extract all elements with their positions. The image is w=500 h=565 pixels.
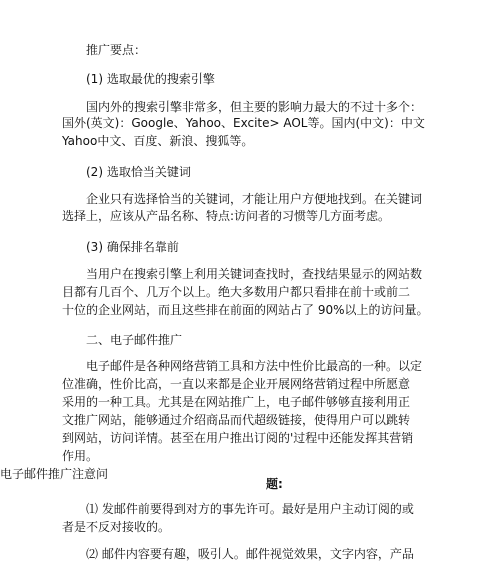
- notice-title-left: 电子邮件推广注意问: [0, 467, 109, 481]
- paragraph-line: Yahoo中文、百度、新浪、搜狐等。: [62, 134, 254, 148]
- paragraph-line: 电子邮件是各种网络营销工具和方法中性价比最高的一种。以定: [86, 359, 423, 373]
- notice-item: ⑴ 发邮件前要得到对方的事先许可。最好是用户主动订阅的或: [86, 502, 414, 516]
- paragraph-line: 目都有几百个、几万个以上。绝大多数用户都只看排在前十或前二: [62, 285, 411, 299]
- section-title: (3) 确保排名靠前: [86, 240, 179, 254]
- paragraph-line: 到网站，访问详情。甚至在用户推出订阅的'过程中还能发挥其营销: [62, 431, 414, 445]
- paragraph-line: 采用的一种工具。尤其是在网站推广上，电子邮件够够直接利用正: [62, 395, 411, 409]
- notice-item: 者是不反对接收的。: [62, 520, 171, 534]
- paragraph-line: 国外(英文)：Google、Yahoo、Excite> AOL等。国内(中文)：中文: [62, 116, 425, 130]
- document-heading: 推广要点：: [86, 43, 147, 57]
- paragraph-line: 十位的企业网站，而且这些排在前面的网站占了 90%以上的访问量。: [62, 303, 429, 317]
- paragraph-line: 国内外的搜索引擎非常多，但主要的影响力最大的不过十多个：: [86, 100, 423, 114]
- paragraph-line: 位准确，性价比高，一直以来都是企业开展网络营销过程中所愿意: [62, 377, 411, 391]
- paragraph-line: 选择上，应该从产品名称、特点:访问者的习惯等几方面考虑。: [62, 209, 391, 223]
- paragraph-line: 当用户在搜索引擎上利用关键词查找时，查找结果显示的网站数: [86, 267, 423, 281]
- paragraph-line: 文推广网站，能够通过介绍商品而代超级链接，使得用户可以跳转: [62, 413, 411, 427]
- paragraph-line: 作用。: [62, 449, 99, 463]
- notice-title-right: 题:: [266, 477, 283, 491]
- chapter-title: 二、电子邮件推广: [86, 333, 183, 347]
- section-title: (1) 选取最优的搜索引擎: [86, 72, 215, 86]
- section-title: (2) 选取恰当关键词: [86, 165, 191, 179]
- paragraph-line: 企业只有选择恰当的关键词，才能让用户方便地找到。在关键词: [86, 192, 423, 206]
- notice-item: ⑵ 邮件内容要有趣，吸引人。邮件视觉效果，文字内容，产品: [86, 547, 414, 561]
